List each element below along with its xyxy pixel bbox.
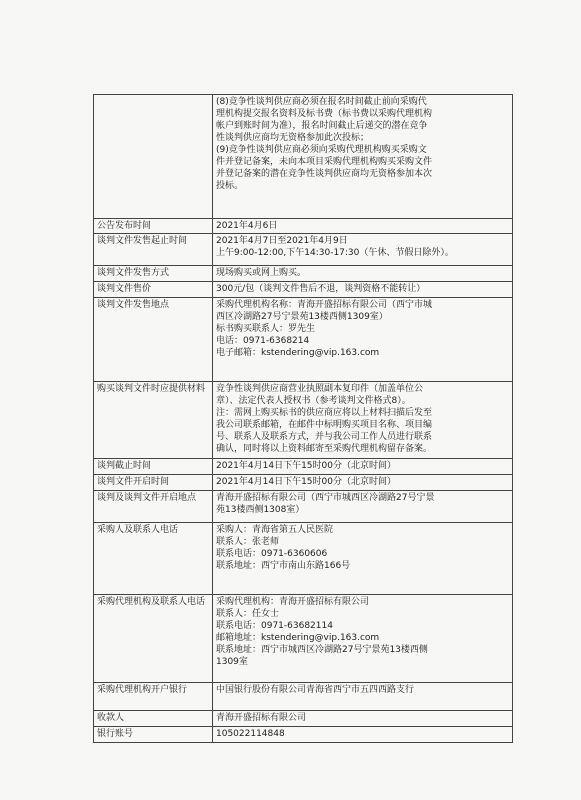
row-value bbox=[213, 711, 513, 727]
table-row bbox=[94, 219, 513, 234]
text-line: 确认，同时将以上资料邮寄至采购代理机构留存备案。 bbox=[216, 444, 433, 454]
text-line: 苑13楼西侧1308室） bbox=[216, 505, 305, 515]
text-line: 电话：0971-6368214 bbox=[216, 336, 310, 346]
text-line: 邮箱地址：kstendering@vip.163.com bbox=[216, 633, 380, 643]
table-row bbox=[94, 459, 513, 475]
row-value bbox=[213, 95, 513, 219]
text-line: 西区冷湖路27号宁景苑13楼西侧1309室） bbox=[216, 312, 388, 322]
table-row bbox=[94, 298, 513, 382]
row-label bbox=[94, 95, 213, 219]
text-line: 联系地址：西宁市南山东路166号 bbox=[216, 561, 351, 571]
text-line: 1309室 bbox=[216, 657, 248, 667]
row-label: 采购代理机构开户银行 bbox=[94, 683, 213, 711]
row-label: 谈判文件发售方式 bbox=[94, 266, 213, 282]
text-line: 件并登记备案，未向本项目采购代理机构购买采购文件 bbox=[216, 157, 433, 167]
row-value bbox=[213, 266, 513, 282]
text-line: 并登记备案的潜在竞争性谈判供应商均无资格参加本次 bbox=[216, 169, 433, 179]
row-label: 谈判文件开启时间 bbox=[94, 475, 213, 491]
row-value bbox=[213, 475, 513, 491]
text-line: 采购人：青海省第五人民医院 bbox=[216, 525, 334, 535]
text-line: 采购代理机构名称：青海开盛招标有限公司（西宁市城 bbox=[216, 300, 433, 310]
row-label: 采购代理机构及联系人电话 bbox=[94, 595, 213, 683]
text-line: 注：需网上购买标书的供应商应将以上材料扫描后发至 bbox=[216, 408, 433, 418]
row-value bbox=[213, 459, 513, 475]
row-value bbox=[213, 683, 513, 711]
text-line: 联系电话：0971-6360606 bbox=[216, 549, 328, 559]
row-value bbox=[213, 282, 513, 298]
table-row bbox=[94, 95, 513, 219]
row-label: 购买谈判文件时应提供材料 bbox=[94, 382, 213, 459]
text-line: 号、联系人及联系方式，并与我公司工作人员进行联系 bbox=[216, 432, 433, 442]
row-value bbox=[213, 298, 513, 382]
row-value bbox=[213, 491, 513, 523]
table-row bbox=[94, 491, 513, 523]
row-value bbox=[213, 727, 513, 743]
table-row bbox=[94, 475, 513, 491]
table-row bbox=[94, 234, 513, 266]
text-line: 2021年4月14日下午15时00分（北京时间） bbox=[216, 477, 396, 487]
text-line: 投标。 bbox=[216, 181, 244, 191]
table-row bbox=[94, 382, 513, 459]
row-value bbox=[213, 523, 513, 595]
text-line: 300元/包（谈判文件售后不退，谈判资格不能转让） bbox=[216, 284, 426, 294]
row-value bbox=[213, 595, 513, 683]
table-row bbox=[94, 711, 513, 727]
text-line: 电子邮箱：kstendering@vip.163.com bbox=[216, 348, 380, 358]
text-line: 联系人：张老师 bbox=[216, 537, 280, 547]
text-line: 2021年4月14日下午15时00分（北京时间） bbox=[216, 461, 396, 471]
row-value bbox=[213, 234, 513, 266]
row-label: 银行账号 bbox=[94, 727, 213, 743]
text-line: 联系电话：0971-63682114 bbox=[216, 621, 333, 631]
text-line: 采购代理机构：青海开盛招标有限公司 bbox=[216, 597, 370, 607]
text-line: 青海开盛招标有限公司 bbox=[216, 713, 307, 723]
text-line: 标书购买联系人：罗先生 bbox=[216, 324, 316, 334]
tender-info-table bbox=[93, 94, 513, 743]
table-row bbox=[94, 595, 513, 683]
text-line: 理机构提交报名资料及标书费（标书费以采购代理机构 bbox=[216, 109, 433, 119]
table-row bbox=[94, 523, 513, 595]
text-line: 中国银行股份有限公司青海省西宁市五四西路支行 bbox=[216, 685, 415, 695]
row-label: 谈判截止时间 bbox=[94, 459, 213, 475]
text-line: 105022114848 bbox=[216, 729, 285, 739]
text-line: 我公司联系邮箱，在邮件中标明购买项目名称、项目编 bbox=[216, 420, 433, 430]
row-label: 谈判文件发售起止时间 bbox=[94, 234, 213, 266]
text-line: 竞争性谈判供应商营业执照副本复印件（加盖单位公 bbox=[216, 384, 424, 394]
text-line: 现场购买或网上购买。 bbox=[216, 268, 307, 278]
text-line: 2021年4月7日至2021年4月9日 bbox=[216, 236, 348, 246]
text-line: 联系人：任女士 bbox=[216, 609, 280, 619]
text-line: 青海开盛招标有限公司（西宁市城西区冷湖路27号宁景 bbox=[216, 493, 435, 503]
text-line: 章）、法定代表人授权书（参考谈判文件格式8）。 bbox=[216, 396, 411, 406]
row-value bbox=[213, 219, 513, 234]
table-row bbox=[94, 727, 513, 743]
row-value bbox=[213, 382, 513, 459]
row-label: 收款人 bbox=[94, 711, 213, 727]
text-line: (8)竞争性谈判供应商必须在报名时间截止前向采购代 bbox=[216, 97, 427, 107]
row-label: 采购人及联系人电话 bbox=[94, 523, 213, 595]
text-line: 上午9:00-12:00,下午14:30-17:30（午休、节假日除外）。 bbox=[216, 248, 454, 258]
row-label: 谈判及谈判文件开启地点 bbox=[94, 491, 213, 523]
row-label: 谈判文件售价 bbox=[94, 282, 213, 298]
row-label: 谈判文件发售地点 bbox=[94, 298, 213, 382]
text-line: (9)竞争性谈判供应商必须向采购代理机构购买采购文 bbox=[216, 145, 427, 155]
text-line: 性谈判供应商均无资格参加此次投标； bbox=[216, 133, 370, 143]
row-label: 公告发布时间 bbox=[94, 219, 213, 234]
table-row bbox=[94, 683, 513, 711]
table-row bbox=[94, 266, 513, 282]
text-line: 2021年4月6日 bbox=[216, 221, 278, 231]
text-line: 联系地址：西宁市城西区冷湖路27号宁景苑13楼西侧 bbox=[216, 645, 428, 655]
table-row bbox=[94, 282, 513, 298]
text-line: 帐户到账时间为准），报名时间截止后递交的潜在竞争 bbox=[216, 121, 428, 131]
